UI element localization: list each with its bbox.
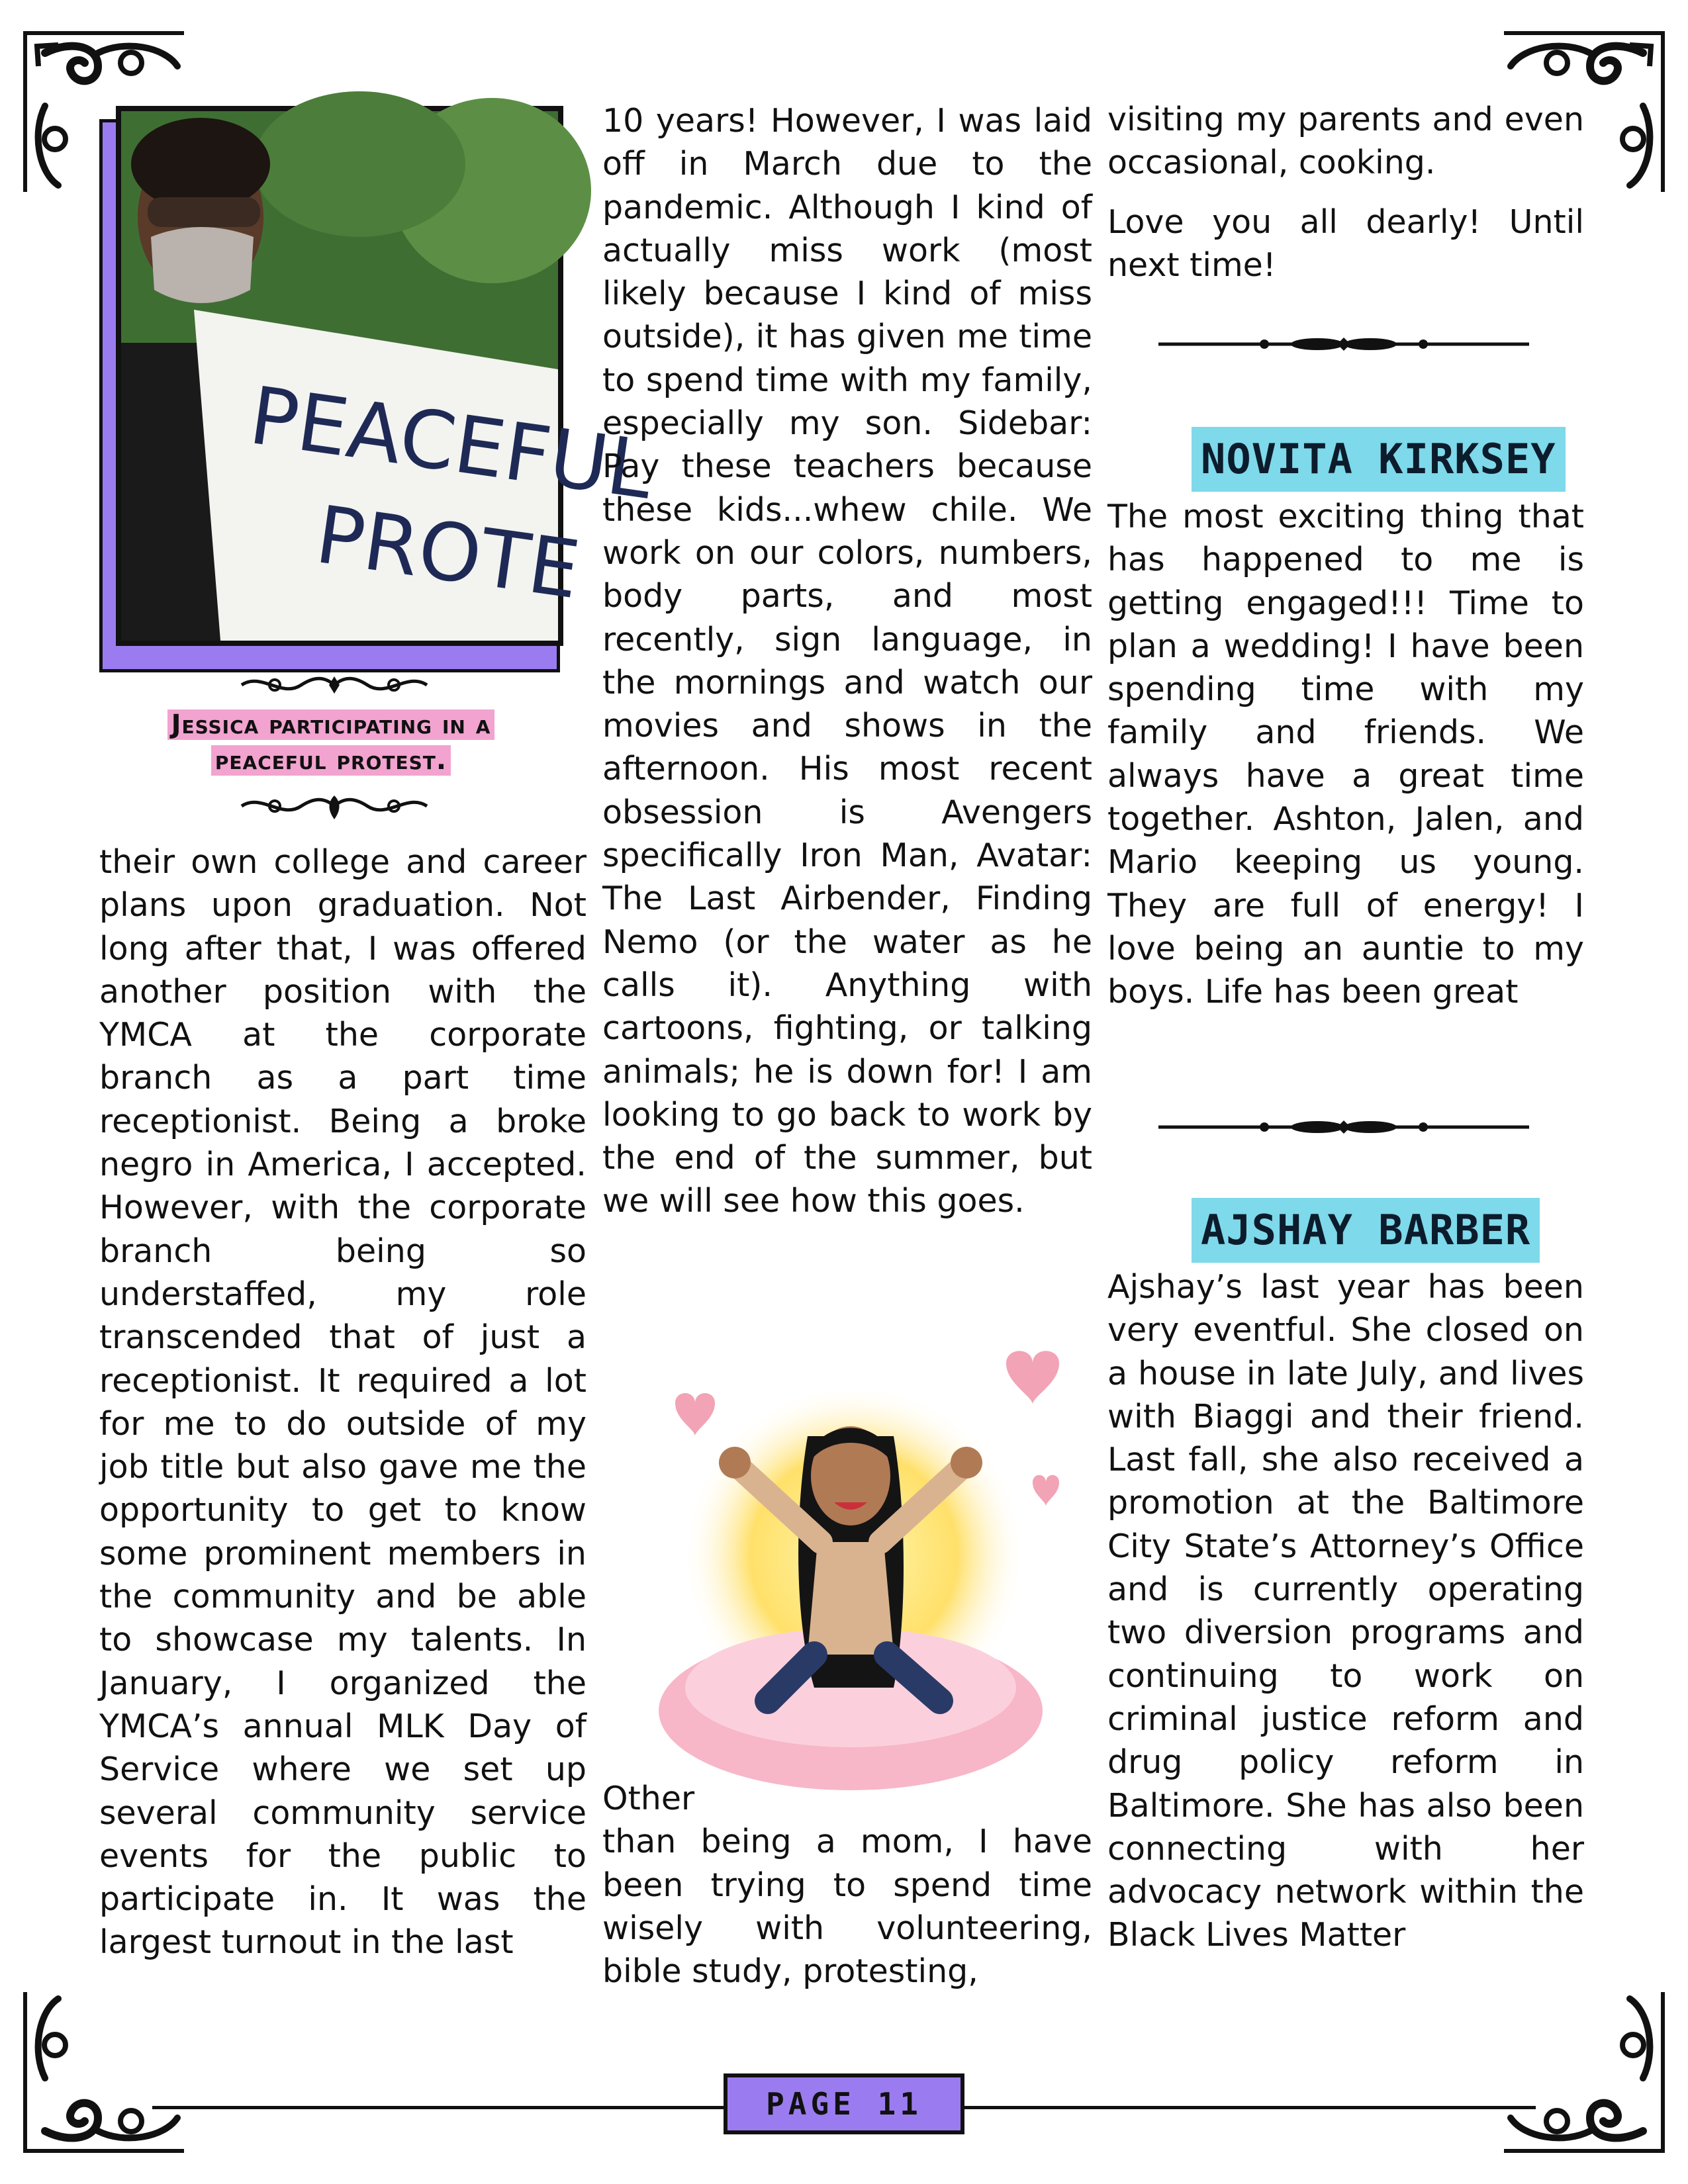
protest-photo	[116, 106, 658, 646]
divider-icon	[1158, 1117, 1529, 1137]
corner-ornament-bottom-left	[19, 1985, 191, 2158]
section2-text: Ajshay’s last year has been very eventful. She closed on a house in late July, and lives with Biaggi and their friend. Last fall, she also received a promotion at the Baltimore City State’s Attorney’s Office and is currently operating two diversion programs and continuing to work on criminal justice reform and drug policy reform in Baltimore. She has also been connecting with her advocacy network within the Black Lives Matter	[1107, 1268, 1584, 1954]
column-3-section1	[1107, 495, 1584, 1014]
heading-ajshay-barber: AJSHAY BARBER	[1192, 1198, 1540, 1263]
footer-line-right	[964, 2106, 1536, 2109]
scroll-ornament-icon	[1497, 1985, 1669, 2158]
heart-icon	[675, 1393, 715, 1436]
column2-text-top: 10 years! However, I was laid off in March due to the pandemic. Although I kind of actually miss work (most likely because I kind of miss outside), it has given me time to spend time with my family, especially my son. Sidebar: Pay these teachers because these kids...whew chile. We work on our colors, numbers, body parts, and most recently, sign language, in the mornings and watch our movies and shows in the afternoon. His most recent obsession is Avengers specifically Iron Man, Avatar: The Last Airbender, Finding Nemo (or the water as he calls it). Anything with cartoons, fighting, or talking animals; he is down for! I am looking to go back to work by the end of the summer, but we will see how this goes.	[602, 102, 1092, 1220]
column-2-top	[602, 99, 1092, 1223]
sign-text-line1: PEACEFUL	[244, 370, 658, 518]
heading-novita-kirksey: NOVITA KIRKSEY	[1192, 427, 1566, 492]
divider-icon	[1158, 334, 1529, 354]
column-3-top	[1107, 98, 1584, 287]
bitmoji-illustration	[635, 1343, 1066, 1820]
column-2-bottom	[602, 1777, 1092, 1993]
column3-signoff: Love you all dearly! Until next time!	[1107, 203, 1584, 284]
footer-line-left	[152, 2106, 724, 2109]
column-3-section2	[1107, 1265, 1584, 1957]
sign-text-line2: PROTE	[310, 489, 585, 617]
column2-text-bottom-lead: Other	[602, 1780, 695, 1817]
photo-caption	[146, 707, 516, 778]
protest-photo-frame	[99, 106, 658, 662]
corner-ornament-bottom-right	[1497, 1985, 1669, 2158]
column1-text: their own college and career plans upon graduation. Not long after that, I was offered another position with the YMCA at the corporate branch as a part time receptionist. Being a broke negro in America, I accepted. However, with the corporate branch being so understaffed, my role transcended that of just a receptionist. It required a lot for me to do outside of my job title but also gave me the opportunity to get to know some prominent members in the community and be able to showcase my talents. In January, I organized the YMCA’s annual MLK Day of Service where we set up several community service events for the public to participate in. It was the largest turnout in the last	[99, 843, 586, 1962]
column2-text-bottom: than being a mom, I have been trying to spend time wisely with volunteering, bible study, protesting,	[602, 1823, 1092, 1991]
column3-text-top: visiting my parents and even occasional, cooking.	[1107, 101, 1584, 182]
section1-text: The most exciting thing that has happened to me is getting engaged!!! Time to plan a wedding! I have been spending time with my family and friends. We always have a great time together. Ashton, Jalen, and Mario keeping us young. They are full of energy! I love being an auntie to my boys. Life has been great	[1107, 498, 1584, 1011]
scroll-ornament-icon	[19, 1985, 191, 2158]
flourish-top-icon	[235, 668, 434, 702]
heart-icon	[1033, 1475, 1059, 1506]
page-number-badge: PAGE 11	[724, 2073, 964, 2134]
caption-line2: peaceful protest.	[211, 745, 451, 776]
column-1	[99, 841, 586, 1964]
heart-icon	[1006, 1351, 1059, 1404]
flourish-bottom-icon	[235, 786, 434, 826]
caption-line1: Jessica participating in a	[167, 709, 495, 740]
